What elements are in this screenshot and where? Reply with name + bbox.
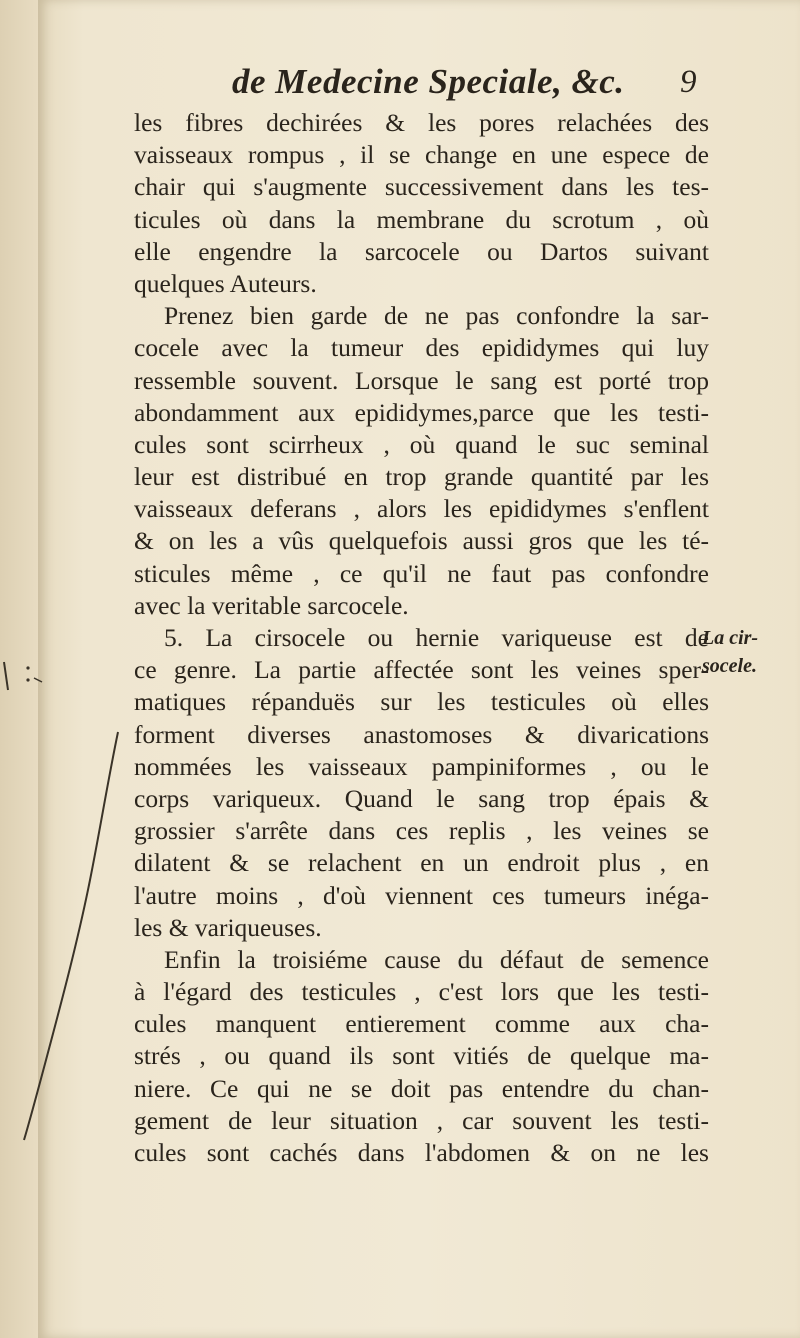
text-line: ticules où dans la membrane du scrotum , où [134,204,709,234]
text-line: Enfin la troisiéme cause du défaut de semence [164,944,709,974]
text-line: leur est distribué en trop grande quantité par les [134,462,709,492]
body-text [134,107,709,1169]
text-line: cules sont scirrheux , où quand le suc seminal [134,429,709,459]
margin-note [702,624,792,680]
running-title: de Medecine Speciale, &c. [232,62,625,101]
text-line: vaisseaux deferans , alors les epididymes s'enflent [134,494,709,524]
text-line: nommées les vaisseaux pampiniformes , ou le [134,751,709,781]
text-line: cules manquent entierement comme aux cha- [134,1009,709,1039]
text-line: elle engendre la sarcocele ou Dartos suivant [134,236,709,266]
book-binding [0,0,38,1338]
margin-note-line: La cir- [702,627,759,649]
text-line: vaisseaux rompus , il se change en une espece de [134,140,709,170]
text-line: les & variqueuses. [134,912,322,942]
text-line: ce genre. La partie affectée sont les veines sper- [134,655,709,685]
text-line: les fibres dechirées & les pores relachées des [134,108,709,137]
text-line: sticules même , ce qu'il ne faut pas confondre [134,558,709,588]
page-number: 9 [680,64,697,100]
text-line: gement de leur situation , car souvent les testi- [134,1105,709,1135]
text-line: l'autre moins , d'où viennent ces tumeurs inéga- [134,880,709,910]
text-line: chair qui s'augmente successivement dans les tes- [134,172,709,202]
text-line: forment diverses anastomoses & divarications [134,719,709,749]
text-line: niere. Ce qui ne se doit pas entendre du chan- [134,1073,709,1103]
text-line: quelques Auteurs. [134,268,317,298]
text-line: 5. La cirsocele ou hernie variqueuse est de [164,623,709,652]
text-line: cocele avec la tumeur des epididymes qui luy [134,333,709,363]
text-line: avec la veritable sarcocele. [134,590,409,620]
text-line: à l'égard des testicules , c'est lors que les testi- [134,977,709,1007]
text-line: Prenez bien garde de ne pas confondre la sar- [164,301,709,331]
text-line: dilatent & se relachent en un endroit plus , en [134,848,709,878]
text-line: grossier s'arrête dans ces replis , les veines se [134,816,709,846]
text-line: corps variqueux. Quand le sang trop épais & [134,783,709,813]
text-line: cules sont cachés dans l'abdomen & on ne les [134,1138,709,1167]
text-line: & on les a vûs quelquefois aussi gros que les té- [134,526,709,556]
margin-note-line: socele. [702,655,757,677]
page-header [232,62,712,112]
text-line: ressemble souvent. Lorsque le sang est porté trop [134,365,709,395]
text-line: abondamment aux epididymes,parce que les testi- [134,397,709,427]
text-line: strés , ou quand ils sont vitiés de quelque ma- [134,1041,709,1071]
text-line: matiques répanduës sur les testicules où elles [134,687,709,717]
